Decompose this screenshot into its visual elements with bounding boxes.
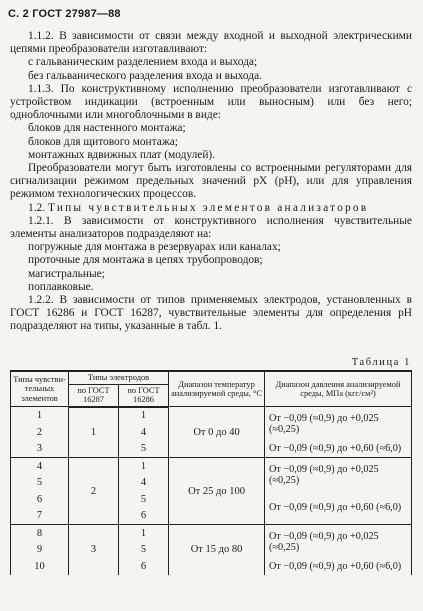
type-cell: 9 xyxy=(11,542,69,559)
list-item: поплавковые. xyxy=(28,280,94,293)
gost16287-cell: 2 xyxy=(69,458,119,525)
gost16286-cell: 1 xyxy=(119,407,169,425)
gost16286-cell: 5 xyxy=(119,491,169,508)
pressure-cell: От −0,09 (≈0,9) до +0,025 (≈0,25) xyxy=(265,525,412,559)
list-item: без гальванического разделения входа и выхода. xyxy=(28,69,262,82)
table-1 xyxy=(10,370,412,575)
paragraph-regulators: Преобразователи могут быть изготовлены со встроенными регуляторами для сигнализации режимом предельных значений pX (pH), или для управления режимом технологических процессов. xyxy=(10,162,412,201)
pressure-cell: От −0,09 (≈0,9) до +0,025 (≈0,25) xyxy=(265,407,412,441)
header-electrodes: Типы электродов xyxy=(69,371,169,384)
list-item: погружные для монтажа в резервуарах или каналах; xyxy=(28,241,281,254)
type-cell: 4 xyxy=(11,458,69,475)
temperature-cell: От 25 до 100 xyxy=(169,458,265,525)
header-temperature: Диапазон температур анализируемой среды, °С xyxy=(169,371,265,407)
list-item: блоков для щитового монтажа; xyxy=(28,135,178,148)
list-item: магистральные; xyxy=(28,267,105,280)
paragraph-1-2-2: 1.2.2. В зависимости от типов применяемых электродов, установленных в ГОСТ 16286 и ГОСТ 16287, чувствительные элементы для определения pH подразделяют на типы, указанные в табл. 1. xyxy=(10,294,412,333)
header-gost-16287: по ГОСТ 16287 xyxy=(69,384,119,407)
header-pressure: Диапазон давления анализируемой среды, МПа (кгс/см²) xyxy=(265,371,412,407)
paragraph-1-1-2: 1.1.2. В зависимости от связи между входной и выходной электрическими цепями преобразователи изготавливают: xyxy=(10,30,412,56)
section-title xyxy=(10,202,412,215)
body-text xyxy=(10,30,412,334)
header-types: Типы чувстви-тельных элементов xyxy=(11,371,69,407)
temperature-cell: От 15 до 80 xyxy=(169,525,265,575)
section-number: 1.2. xyxy=(28,201,46,214)
list-item: с гальваническим разделением входа и выхода; xyxy=(28,56,258,69)
type-cell: 5 xyxy=(11,475,69,492)
gost16286-cell: 5 xyxy=(119,441,169,458)
header-gost-16286: по ГОСТ 16286 xyxy=(119,384,169,407)
type-cell: 8 xyxy=(11,525,69,542)
type-cell: 2 xyxy=(11,424,69,441)
paragraph-1-2-1: 1.2.1. В зависимости от конструктивного исполнения чувствительные элементы анализаторов подразделяют на: xyxy=(10,214,412,241)
gost16287-cell: 1 xyxy=(69,407,119,458)
pressure-cell: От −0,09 (≈0,9) до +0,025 (≈0,25) xyxy=(265,458,412,492)
pressure-cell: От −0,09 (≈0,9) до +0,60 (≈6,0) xyxy=(265,558,412,575)
gost16286-cell: 1 xyxy=(119,458,169,475)
gost16286-cell: 1 xyxy=(119,525,169,542)
type-cell: 1 xyxy=(11,407,69,425)
gost16286-cell: 6 xyxy=(119,558,169,575)
type-cell: 6 xyxy=(11,491,69,508)
gost16286-cell: 4 xyxy=(119,424,169,441)
type-cell: 3 xyxy=(11,441,69,458)
pressure-cell: От −0,09 (≈0,9) до +0,60 (≈6,0) xyxy=(265,441,412,458)
type-cell: 10 xyxy=(11,558,69,575)
type-cell: 7 xyxy=(11,508,69,525)
list-item: блоков для настенного монтажа; xyxy=(28,122,186,135)
gost16287-cell: 3 xyxy=(69,525,119,575)
temperature-cell: От 0 до 40 xyxy=(169,407,265,458)
gost16286-cell: 5 xyxy=(119,542,169,559)
list-item: проточные для монтажа в цепях трубопроводов; xyxy=(28,254,263,267)
gost16286-cell: 4 xyxy=(119,475,169,492)
section-title-text: Типы чувствительных элементов анализаторов xyxy=(47,201,369,214)
gost16286-cell: 6 xyxy=(119,508,169,525)
page-header: С. 2 ГОСТ 27987—88 xyxy=(8,8,121,20)
list-item: монтажных вдвижных плат (модулей). xyxy=(28,148,216,161)
paragraph-1-1-3: 1.1.3. По конструктивному исполнению преобразователи изготавливают с устройством индикации (встроенным или выносным) или без него; одноблочными или многоблочными в виде: xyxy=(10,82,412,122)
table-label: Таблица 1 xyxy=(351,357,411,368)
pressure-cell: От −0,09 (≈0,9) до +0,60 (≈6,0) xyxy=(265,491,412,525)
